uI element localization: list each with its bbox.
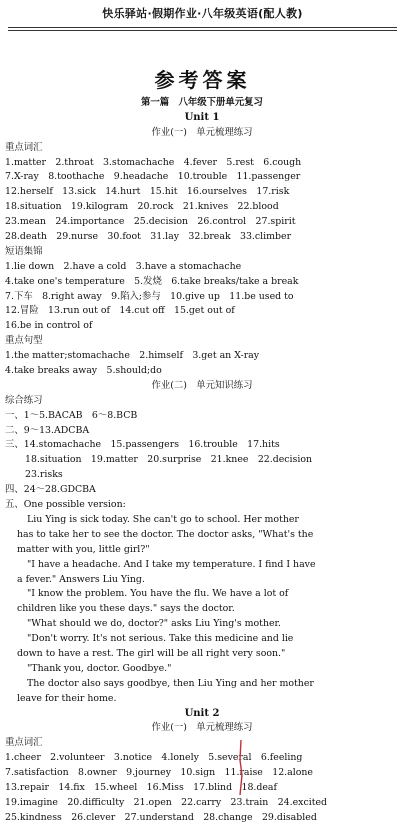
text-line: "I have a headache. And I take my temperature. I find I have [27,558,316,570]
text-line: 重点词汇 [5,737,43,749]
text-line: 23.risks [25,469,63,481]
text-line: 4.take breaks away 5.should;do [5,365,162,377]
text-line: 4.take one's temperature 5.发烧 6.take breaks/take a break [5,275,299,287]
text-line: 四、24～28.GDCBA [5,484,96,496]
text-line: 作业(一) 单元梳理练习 [151,722,253,734]
text-line: 作业(一) 单元梳理练习 [151,126,253,138]
answer-content [5,96,399,826]
text-line: has to take her to see the doctor. The doctor asks, "What's the [17,528,314,540]
pen-mark [237,740,245,795]
text-line: 25.kindness 26.clever 27.understand 28.change 29.disabled [5,811,317,823]
text-line: The doctor also says goodbye, then Liu Ying and her mother [27,677,314,689]
text-line: 1.the matter;stomachache 2.himself 3.get an X-ray [5,350,260,362]
text-line: leave for their home. [17,692,117,704]
text-line: 13.repair 14.fix 15.wheel 16.Miss 17.blind 18.deaf [5,781,277,793]
text-line: Unit 1 [184,111,220,123]
text-line: 二、9～13.ADCBA [5,424,90,436]
text-line: 三、14.stomachache 15.passengers 16.trouble 17.hits [5,439,280,451]
text-line: 12.herself 13.sick 14.hurt 15.hit 16.ourselves 17.risk [5,186,290,198]
text-line: 第一篇 八年级下册单元复习 [141,97,263,108]
text-line: 19.imagine 20.difficulty 21.open 22.carry 23.train 24.excited [5,796,328,808]
text-line: 7.X-ray 8.toothache 9.headache 10.trouble 11.passenger [5,171,301,183]
text-line: 短语集锦 [5,245,43,257]
text-line: a fever." Answers Liu Ying. [17,573,145,585]
text-line: 1.cheer 2.volunteer 3.notice 4.lonely 5.several 6.feeling [5,752,303,764]
page-title: 参考答案 [154,68,251,92]
header-rule [8,30,397,31]
page-header: 快乐驿站·假期作业·八年级英语(配人教) [102,7,303,20]
text-line: down to have a rest. The girl will be all right very soon." [17,647,286,659]
text-line: 1.lie down 2.have a cold 3.have a stomachache [5,260,242,272]
text-line: 作业(二) 单元知识练习 [151,379,253,391]
text-line: 五、One possible version: [5,499,126,511]
text-line: 一、1～5.BACAB 6～8.BCB [5,409,138,421]
text-line: Unit 2 [184,707,220,719]
text-line: 18.situation 19.matter 20.surprise 21.knee 22.decision [25,454,313,466]
text-line: Liu Ying is sick today. She can't go to school. Her mother [27,513,299,525]
text-line: 16.be in control of [5,320,93,332]
text-line: "Don't worry. It's not serious. Take this medicine and lie [27,633,294,645]
text-line: 1.matter 2.throat 3.stomachache 4.fever 5.rest 6.cough [5,156,302,168]
text-line: "What should we do, doctor?" asks Liu Ying's mother. [27,618,281,630]
text-line: 28.death 29.nurse 30.foot 31.lay 32.break 33.climber [5,231,292,243]
text-line: 12.冒险 13.run out of 14.cut off 15.get out of [5,305,235,317]
text-line: "Thank you, doctor. Goodbye." [27,662,172,674]
header-rule [8,27,397,28]
text-line: matter with you, little girl?" [17,543,150,555]
text-line: 重点词汇 [5,141,43,153]
text-line: "I know the problem. You have the flu. We have a lot of [27,588,289,600]
text-line: 重点句型 [5,335,43,347]
text-line: 23.mean 24.importance 25.decision 26.control 27.spirit [5,216,296,228]
text-line: 7.下车 8.right away 9.陷入;参与 10.give up 11.be used to [5,290,294,302]
text-line: children like you these days." says the doctor. [17,603,235,615]
text-line: 综合练习 [5,394,43,406]
text-line: 7.satisfaction 8.owner 9.journey 10.sign 11.raise 12.alone [5,767,313,779]
text-line: 18.situation 19.kilogram 20.rock 21.knives 22.blood [5,201,279,213]
